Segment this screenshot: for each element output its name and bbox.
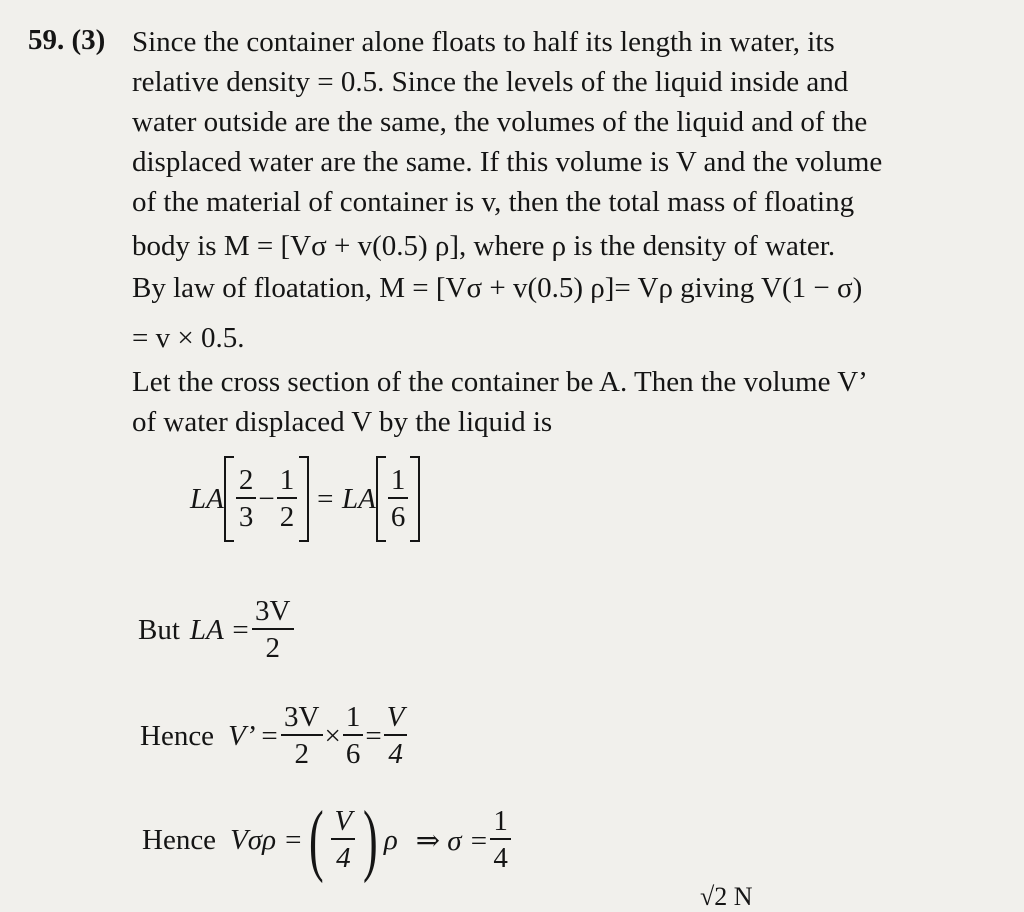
fraction: $\frac{3V}{2}$: [281, 700, 322, 772]
eq-text: LA =: [189, 613, 251, 646]
fraction: $\frac{1}{2}$: [277, 463, 298, 535]
eq-label: Hence: [142, 823, 217, 856]
fraction: $\frac{V}{4}$: [384, 700, 408, 772]
cut-off-text: √2 N: [700, 882, 753, 911]
bracket-right: [410, 456, 420, 542]
eq-text: ⇒ σ =: [415, 824, 489, 857]
text-line: = v × 0.5.: [132, 322, 245, 354]
fraction: $\frac{2}{3}$: [236, 463, 257, 535]
text-line: water outside are the same, the volumes of the liquid and of the: [132, 106, 868, 138]
paren-left: (: [308, 796, 324, 884]
text-line: Let the cross section of the container be A. Then the volume V’: [132, 366, 868, 398]
question-number: 59. (3): [28, 24, 106, 56]
eq-text: =: [365, 719, 382, 752]
text-line: body is M = [Vσ + v(0.5) ρ], where ρ is the density of water.: [132, 230, 836, 262]
fraction: $\frac{V}{4}$: [331, 804, 355, 876]
eq-text: ρ: [383, 823, 398, 856]
text-line: Since the container alone floats to half its length in water, its: [132, 26, 835, 58]
equation-la: [138, 594, 296, 666]
text-line: relative density = 0.5. Since the levels of the liquid inside and: [132, 66, 849, 98]
eq-text: −: [258, 482, 275, 515]
equation-v-prime: [140, 700, 409, 772]
fraction: $\frac{1}{6}$: [388, 463, 409, 535]
fraction: $\frac{1}{6}$: [343, 700, 364, 772]
eq-text: V’ =: [228, 719, 280, 752]
equation-sigma: [142, 796, 513, 884]
fraction: $\frac{3V}{2}$: [252, 594, 293, 666]
bracket-left: [376, 456, 386, 542]
paren-right: ): [363, 796, 378, 884]
equation-volume: [190, 456, 420, 542]
text-line: By law of floatation, M = [Vσ + v(0.5) ρ]= Vρ giving V(1 − σ): [132, 272, 863, 304]
eq-label: Hence: [140, 719, 215, 752]
text-line: displaced water are the same. If this volume is V and the volume: [132, 146, 883, 178]
bracket-right: [299, 456, 309, 542]
text-line: of the material of container is v, then the total mass of floating: [132, 186, 855, 218]
eq-text: Vσρ =: [230, 823, 303, 856]
eq-text: = LA: [315, 482, 376, 515]
eq-text: ×: [324, 719, 341, 752]
fraction: $\frac{1}{4}$: [490, 804, 511, 876]
eq-label: But: [138, 613, 180, 646]
text-line: of water displaced V by the liquid is: [132, 406, 553, 438]
bracket-left: [224, 456, 234, 542]
eq-text: LA: [190, 482, 224, 515]
